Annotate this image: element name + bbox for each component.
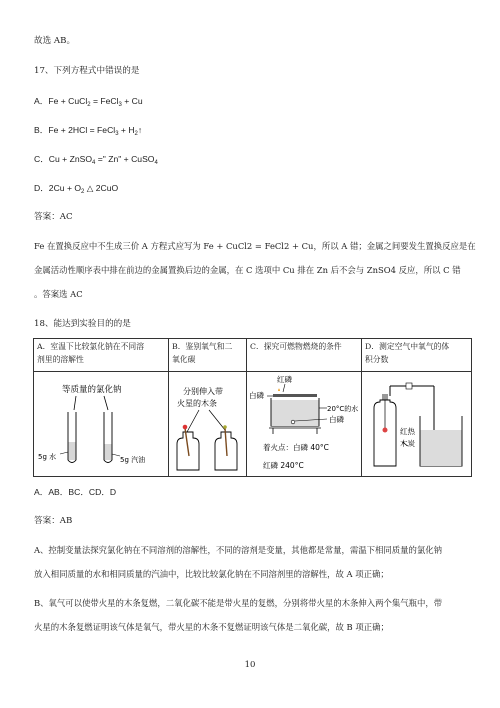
flame-icon <box>278 389 280 392</box>
charcoal-icon <box>383 428 388 433</box>
q17-explanation-line: 金属活动性顺序表中排在前边的金属置换后边的金属，在 C 选项中 Cu 排在 Zn 后不会与 ZnSO4 反应，所以 C 错 <box>34 265 461 275</box>
clamp-icon <box>406 383 412 389</box>
q18-experiment-table <box>33 338 472 477</box>
fig-c-white-phosphorus-top: 白磷 <box>249 391 264 400</box>
q18-answer: 答案：AB <box>34 516 73 526</box>
page-number: 10 <box>244 660 256 670</box>
q18-options: A．AB．BC．CD．D <box>34 487 117 497</box>
cell-a-caption: A．室温下比较氯化钠在不同溶 剂里的溶解性 <box>34 339 169 372</box>
copper-plate <box>273 394 317 397</box>
q17-option-d: D．$2Cu + O_2$ △ 2CuO <box>34 183 119 195</box>
cell-c-caption: C．探究可燃物燃烧的条件 <box>247 339 362 372</box>
q17-option-b: B．Fe + 2HCl = FeCl$_3$ + $H_2↑$ <box>34 125 143 137</box>
figure-b-gas-bottles <box>169 372 247 477</box>
q17-explanation-line: 。答案选 AC <box>34 289 83 299</box>
glowing-splint-icon <box>183 425 188 430</box>
q18-explanation-line: A、控制变量法探究氯化钠在不同溶剂的溶解性，不同的溶剂是变量，其他都是常量，需温下相同质量的氯化钠 <box>34 545 443 555</box>
fig-c-red-ignition: 红磷 240°C <box>263 461 304 470</box>
q17-explanation-line: Fe 在置换反应中不生成三价 A 方程式应写为 Fe + CuCl2 = FeCl2 + Cu，所以 A 错；金属之间要发生置换反应是在 <box>34 241 476 251</box>
q17-title: 17、下列方程式中错误的是 <box>34 66 140 76</box>
fig-b-label-2: 火星的木条 <box>177 399 217 408</box>
fig-a-water-label: 5g 水 <box>38 453 57 461</box>
fig-a-label: 等质量的氯化钠 <box>62 385 122 395</box>
fig-c-water-label: 20°C的水 <box>327 405 359 413</box>
stopper <box>382 394 388 400</box>
fig-d-label-2: 木炭 <box>400 439 415 448</box>
q17-answer: 答案：AC <box>34 212 73 222</box>
figure-a-test-tubes <box>34 372 169 477</box>
q17-option-c: C．Cu + ZnSO$_4$ =" Zn" + CuSO$_4$ <box>34 154 158 166</box>
fig-b-label-1: 分别伸入带 <box>183 387 223 396</box>
fig-a-oil-label: 5g 汽油 <box>120 456 146 464</box>
cell-b-caption: B．鉴别氧气和二 氧化碳 <box>169 339 247 372</box>
q17-explanation <box>34 241 476 313</box>
q17-option-a: A．Fe + CuCl$_2$ = FeCl$_3$ + Cu <box>34 96 143 108</box>
q18-explanation <box>34 545 470 646</box>
cell-d-caption: D．测定空气中氧气的体 积分数 <box>362 339 472 372</box>
fig-c-red-phosphorus-top: 红磷 <box>277 375 292 384</box>
fig-c-white-phosphorus-bottom: 白磷 <box>329 415 344 424</box>
q18-title: 18、能达到实验目的的是 <box>34 319 131 329</box>
fig-c-ignition-point: 着火点：白磷 40°C <box>263 443 329 452</box>
q18-explanation-line: 火星的木条复燃证明该气体是氧气，带火星的木条不复燃证明该气体是二氧化碳，故 B 项正确； <box>34 622 389 632</box>
figure-d-oxygen-measure <box>362 372 472 477</box>
q18-explanation-line: B、氧气可以使带火星的木条复燃，二氧化碳不能是带火星的复燃，分别将带火星的木条伸入两个集气瓶中，带 <box>34 598 443 608</box>
q16-answer: 故选 AB。 <box>34 36 76 46</box>
q18-explanation-line: 放入相同质量的水和相同质量的汽油中，比较比较氯化钠在不同溶剂里的溶解性，故 A 项正确； <box>34 569 389 579</box>
fig-d-label-1: 红热 <box>400 427 415 436</box>
figure-c-combustion <box>247 372 362 477</box>
